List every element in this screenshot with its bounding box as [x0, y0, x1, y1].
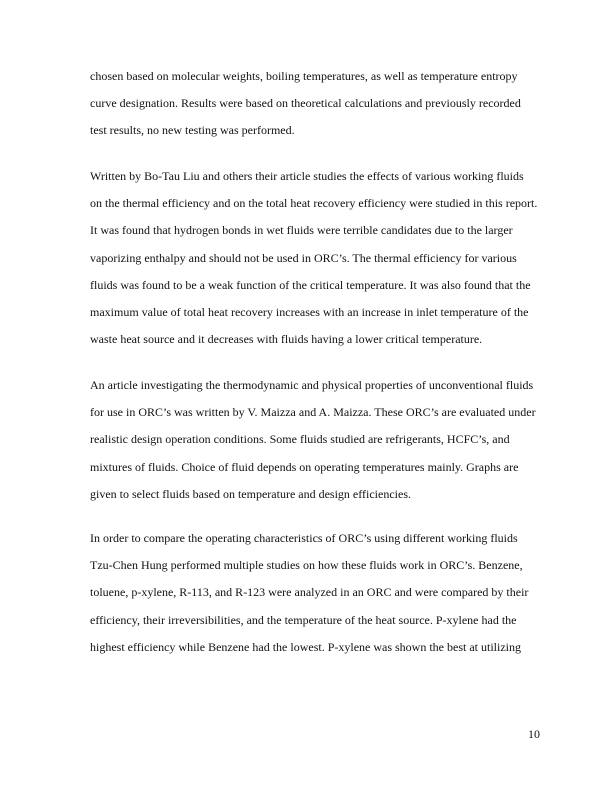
paragraph-4	[90, 525, 550, 661]
text-line: chosen based on molecular weights, boiling temperatures, as well as temperature entropy	[90, 69, 518, 83]
paragraph-3	[90, 372, 550, 508]
text-line: Written by Bo-Tau Liu and others their article studies the effects of various working fluids	[90, 169, 524, 183]
text-line: toluene, p-xylene, R-113, and R-123 were analyzed in an ORC and were compared by their	[90, 585, 529, 600]
text-line: An article investigating the thermodynamic and physical properties of unconventional fluids	[90, 378, 534, 392]
text-line: In order to compare the operating characteristics of ORC’s using different working fluids	[90, 531, 518, 545]
text-line: given to select fluids based on temperature and design efficiencies.	[90, 486, 411, 501]
text-line: vaporizing enthalpy and should not be used in ORC’s. The thermal efficiency for various	[90, 250, 517, 265]
text-line: test results, no new testing was performed.	[90, 123, 295, 138]
text-line: waste heat source and it decreases with fluids having a lower critical temperature.	[90, 332, 483, 347]
text-line: mixtures of fluids. Choice of fluid depends on operating temperatures mainly. Graphs are	[90, 459, 519, 474]
text-line: efficiency, their irreversibilities, and the temperature of the heat source. P-xylene had the	[90, 612, 517, 627]
text-line: maximum value of total heat recovery increases with an increase in inlet temperature of the	[90, 305, 529, 320]
text-line: for use in ORC’s was written by V. Maizza and A. Maizza. These ORC’s are evaluated under	[90, 405, 536, 420]
paragraph-1	[90, 63, 550, 145]
text-line: It was found that hydrogen bonds in wet fluids were terrible candidates due to the larger	[90, 223, 513, 238]
text-line: on the thermal efficiency and on the total heat recovery efficiency were studied in this report.	[90, 196, 538, 211]
page-number: 10	[528, 727, 540, 741]
text-line: fluids was found to be a weak function of the critical temperature. It was also found that the	[90, 277, 531, 292]
text-line: curve designation. Results were based on theoretical calculations and previously recorded	[90, 96, 521, 111]
paragraph-2	[90, 163, 550, 353]
text-line: Tzu-Chen Hung performed multiple studies on how these fluids work in ORC’s. Benzene,	[90, 558, 523, 573]
text-line: realistic design operation conditions. Some fluids studied are refrigerants, HCFC’s, and	[90, 432, 510, 447]
text-line: highest efficiency while Benzene had the lowest. P-xylene was shown the best at utilizing	[90, 639, 521, 654]
